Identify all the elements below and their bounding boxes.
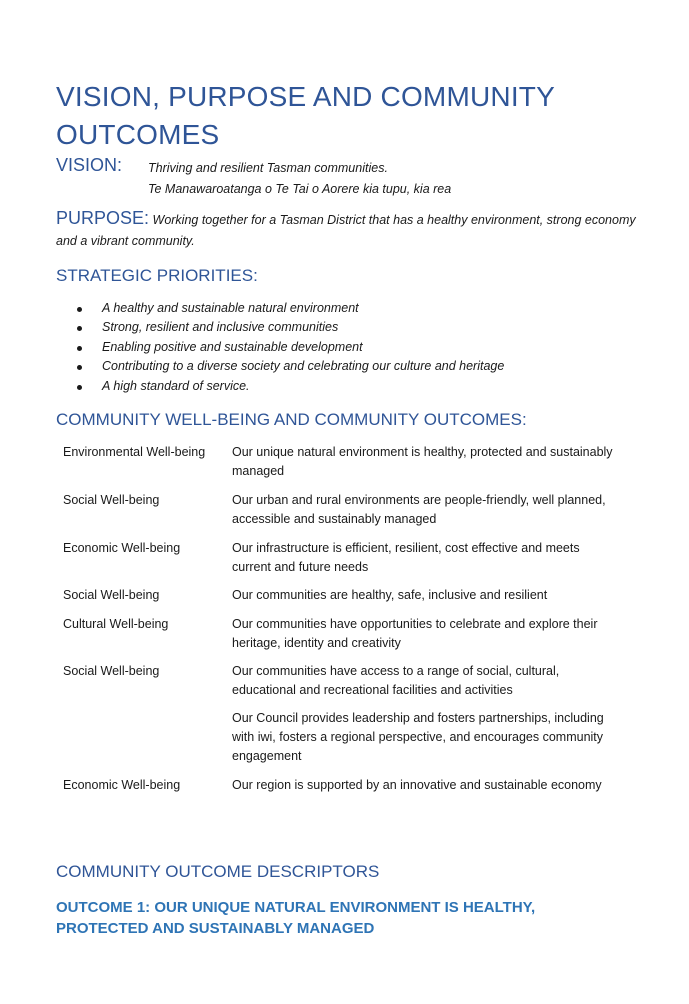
- strategic-priorities-heading: STRATEGIC PRIORITIES:: [56, 266, 258, 285]
- wellbeing-cell: Economic Well-being: [63, 778, 181, 792]
- outcome-cell: Our communities have opportunities to celebrate and explore their heritage, identity and creativity: [232, 617, 598, 650]
- outcome-cell: Our urban and rural environments are people-friendly, well planned, accessible and sustainably managed: [232, 493, 606, 526]
- wellbeing-cell: Economic Well-being: [63, 541, 181, 555]
- wellbeing-heading: COMMUNITY WELL-BEING AND COMMUNITY OUTCOMES:: [56, 410, 527, 429]
- outcome-cell: Our unique natural environment is healthy, protected and sustainably managed: [232, 445, 613, 478]
- vision-statement: [148, 158, 451, 200]
- vision-line-english: Thriving and resilient Tasman communities.: [148, 161, 388, 175]
- wellbeing-cell: Social Well-being: [63, 493, 160, 507]
- outcome-cell: Our region is supported by an innovative and sustainable economy: [232, 778, 602, 792]
- purpose-label: PURPOSE:: [56, 208, 150, 228]
- list-item: A healthy and sustainable natural environment: [74, 299, 504, 318]
- outcome-cell: Our infrastructure is efficient, resilient, cost effective and meets current and future needs: [232, 541, 580, 574]
- descriptors-heading: COMMUNITY OUTCOME DESCRIPTORS: [56, 862, 380, 881]
- vision-line-maori: Te Manawaroatanga o Te Tai o Aorere kia tupu, kia rea: [148, 182, 452, 196]
- list-item: A high standard of service.: [74, 377, 504, 396]
- page-title: VISION, PURPOSE AND COMMUNITY OUTCOMES: [56, 81, 555, 150]
- wellbeing-cell: Environmental Well-being: [63, 445, 206, 459]
- wellbeing-cell: Social Well-being: [63, 588, 160, 602]
- wellbeing-cell: Cultural Well-being: [63, 617, 169, 631]
- list-item: Enabling positive and sustainable development: [74, 338, 504, 357]
- outcome-1-heading: OUTCOME 1: OUR UNIQUE NATURAL ENVIRONMENT IS HEALTHY, PROTECTED AND SUSTAINABLY MANAGED: [56, 899, 536, 937]
- purpose-statement: [56, 208, 636, 252]
- list-item: Contributing to a diverse society and celebrating our culture and heritage: [74, 357, 504, 376]
- list-item: Strong, resilient and inclusive communities: [74, 318, 504, 337]
- vision-label: VISION:: [56, 155, 123, 175]
- outcome-cell: Our communities are healthy, safe, inclusive and resilient: [232, 588, 548, 602]
- wellbeing-cell: Social Well-being: [63, 664, 160, 678]
- purpose-text: Working together for a Tasman District that has a healthy environment, strong economy and a vibrant community.: [56, 213, 636, 248]
- outcome-cell: Our Council provides leadership and fosters partnerships, including with iwi, fosters a regional perspective, and encourages community engagement: [232, 711, 604, 763]
- strategic-priorities-list: [74, 299, 504, 396]
- outcome-cell: Our communities have access to a range of social, cultural, educational and recreational facilities and activities: [232, 664, 560, 697]
